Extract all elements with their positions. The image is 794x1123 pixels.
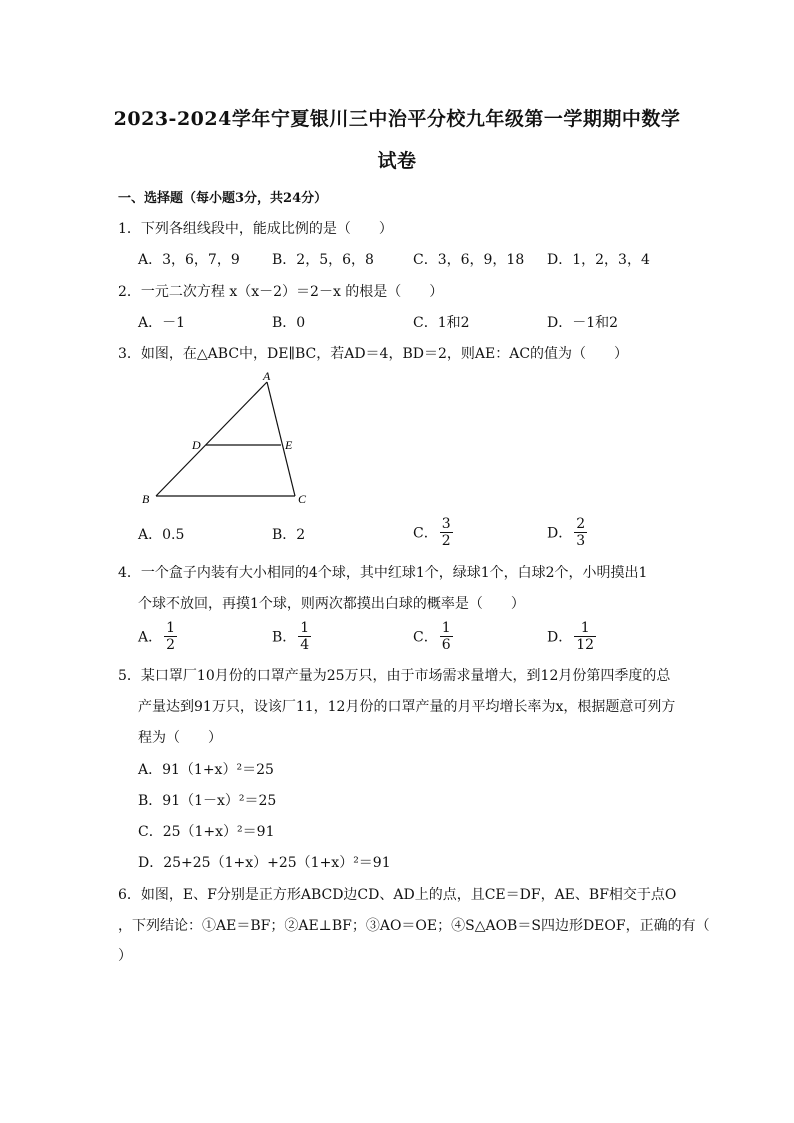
q5-option-a: A．91（1+x）²＝25 xyxy=(138,762,274,778)
q3-option-d xyxy=(547,516,587,549)
q1-option-d: D．1，2，3，4 xyxy=(547,252,650,268)
q3-option-a xyxy=(138,524,184,544)
question-5-stem-line1: 5．某口罩厂10月份的口罩产量为25万只，由于市场需求量增大，到12月份第四季度的总 xyxy=(118,668,671,684)
label-b: B xyxy=(142,492,150,506)
q2-option-c: C．1和2 xyxy=(413,315,470,331)
option-value: 0.5 xyxy=(162,527,185,543)
label-e: E xyxy=(285,438,293,452)
option-label: D． xyxy=(547,525,573,542)
numerator: 1 xyxy=(441,620,451,636)
q2-option-a: A．－1 xyxy=(138,315,186,331)
denominator: 12 xyxy=(576,637,595,653)
q1-option-b: B．2，5，6，8 xyxy=(272,252,374,268)
q4-option-d xyxy=(547,620,596,653)
numerator: 2 xyxy=(576,516,586,532)
page-title-line2: 试卷 xyxy=(377,150,417,172)
q3-option-c xyxy=(413,516,453,549)
numerator: 3 xyxy=(441,516,451,532)
question-4-stem-line2: 个球不放回，再摸1个球，则两次都摸出白球的概率是（ ） xyxy=(138,596,525,612)
option-label: A． xyxy=(138,527,163,543)
question-6-stem-line1: 6．如图，E、F分别是正方形ABCD边CD、AD上的点，且CE＝DF，AE、BF相交于点O xyxy=(118,887,677,903)
question-5-stem-line2: 产量达到91万只，设该厂11，12月份的口罩产量的月平均增长率为x，根据题意可列方 xyxy=(138,699,676,715)
q1-option-a: A．3，6，7，9 xyxy=(138,252,240,268)
question-6-stem-line2: ，下列结论：①AE＝BF；②AE⊥BF；③AO＝OE；④S△AOB＝S四边形DEOF，正确的有（ xyxy=(118,918,710,934)
denominator: 3 xyxy=(576,533,586,549)
q1-option-c: C．3，6，9，18 xyxy=(413,252,525,268)
option-label: B． xyxy=(272,629,297,646)
question-3-stem: 3．如图，在△ABC中，DE∥BC，若AD＝4，BD＝2，则AE：AC的值为（ ） xyxy=(118,346,629,362)
side-ab xyxy=(156,382,267,496)
q2-option-d: D．－1和2 xyxy=(547,315,619,331)
numerator: 1 xyxy=(300,620,310,636)
fraction xyxy=(440,620,453,653)
q5-option-c: C．25（1+x）²＝91 xyxy=(138,824,275,840)
label-d: D xyxy=(192,438,201,452)
question-2-stem: 2．一元二次方程 x（x－2）＝2－x 的根是（ ） xyxy=(118,284,444,300)
fraction xyxy=(298,620,311,653)
triangle-figure xyxy=(130,368,330,510)
fraction xyxy=(574,516,587,549)
denominator: 6 xyxy=(441,637,451,653)
option-label: C． xyxy=(413,525,438,542)
denominator: 2 xyxy=(441,533,451,549)
question-4-stem-line1: 4．一个盒子内装有大小相同的4个球，其中红球1个，绿球1个，白球2个，小明摸出1 xyxy=(118,565,648,581)
label-a: A xyxy=(263,369,271,383)
q4-option-a xyxy=(138,620,177,653)
q4-option-b xyxy=(272,620,311,653)
option-label: C． xyxy=(413,629,438,646)
option-label: B． xyxy=(272,527,297,543)
section-heading: 一、选择题（每小题3分，共24分） xyxy=(118,191,328,206)
option-label: A． xyxy=(138,629,163,646)
numerator: 1 xyxy=(574,620,596,637)
denominator: 2 xyxy=(166,637,176,653)
page-title: 2023-2024学年宁夏银川三中治平分校九年级第一学期期中数学 xyxy=(113,108,681,130)
question-5-stem-line3: 程为（ ） xyxy=(138,730,222,746)
q2-option-b: B．0 xyxy=(272,315,306,331)
q4-option-c xyxy=(413,620,453,653)
question-6-stem-line3: ） xyxy=(118,948,132,964)
q5-option-d: D．25+25（1+x）+25（1+x）²＝91 xyxy=(138,855,391,871)
option-label: D． xyxy=(547,629,573,646)
denominator: 4 xyxy=(300,637,310,653)
fraction xyxy=(574,620,596,653)
fraction xyxy=(440,516,453,549)
option-value: 2 xyxy=(296,527,306,543)
fraction xyxy=(164,620,177,653)
numerator: 1 xyxy=(166,620,176,636)
q5-option-b: B．91（1－x）²＝25 xyxy=(138,793,277,809)
question-1-stem: 1．下列各组线段中，能成比例的是（ ） xyxy=(118,221,393,237)
q3-option-b xyxy=(272,524,305,544)
label-c: C xyxy=(298,492,307,506)
